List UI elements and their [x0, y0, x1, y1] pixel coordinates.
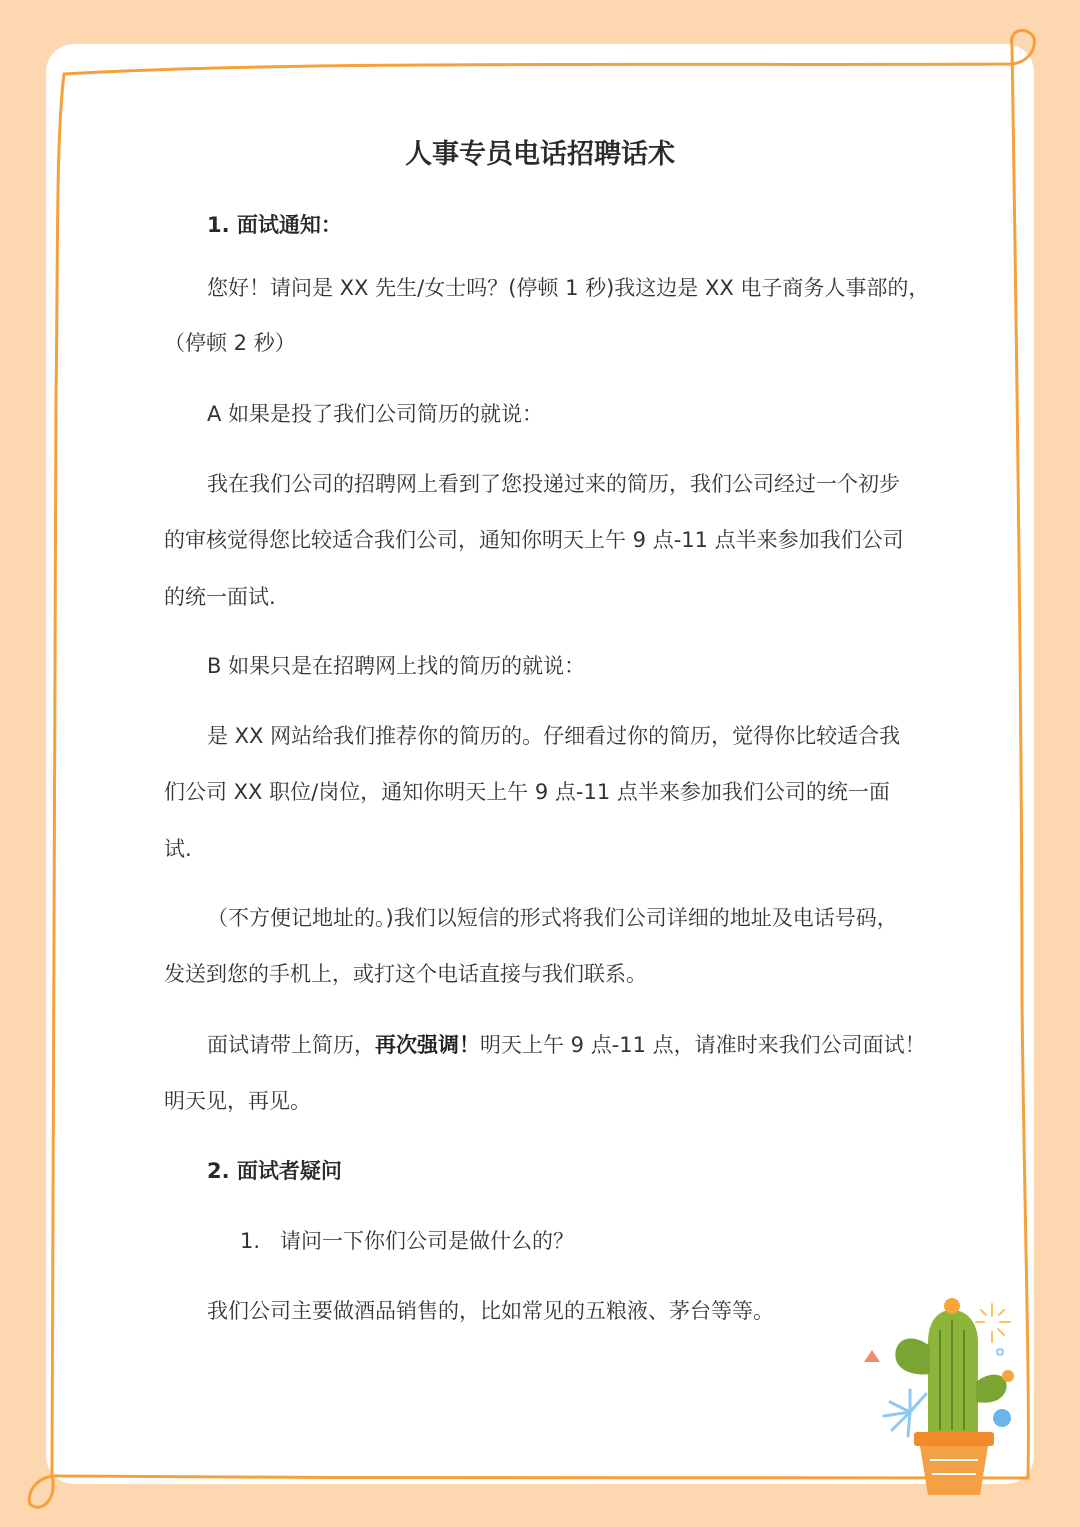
question-1-number: 1. — [240, 1229, 261, 1253]
closing-text-pre: 面试请带上简历， — [207, 1033, 375, 1057]
case-b-line-3: 试. — [164, 837, 192, 861]
case-a-line-1: 我在我们公司的招聘网上看到了您投递过来的简历，我们公司经过一个初步 — [207, 472, 900, 496]
cactus-pot-illustration — [860, 1290, 1030, 1505]
section2-heading: 2. 面试者疑问 — [207, 1159, 342, 1183]
triangle-icon — [864, 1350, 880, 1362]
case-a-line-3: 的统一面试. — [164, 585, 276, 609]
greeting-line-1: 您好！请问是 XX 先生/女士吗？(停顿 1 秒)我这边是 XX 电子商务人事部的， — [207, 276, 930, 300]
case-a-line-2: 的审核觉得您比较适合我们公司，通知你明天上午 9 点-11 点半来参加我们公司 — [164, 528, 904, 552]
answer-1: 我们公司主要做酒品销售的，比如常见的五粮液、茅台等等。 — [207, 1299, 774, 1323]
case-b-line-2: 们公司 XX 职位/岗位，通知你明天上午 9 点-11 点半来参加我们公司的统一面 — [164, 780, 890, 804]
closing-emphasis: 再次强调！ — [375, 1033, 480, 1057]
address-line-1: （不方便记地址的。)我们以短信的形式将我们公司详细的地址及电话号码， — [207, 906, 898, 930]
greeting-line-2: （停顿 2 秒） — [164, 331, 296, 355]
document-paper — [46, 44, 1034, 1484]
document-title: 人事专员电话招聘话术 — [405, 139, 675, 170]
address-line-2: 发送到您的手机上，或打这个电话直接与我们联系。 — [164, 962, 647, 986]
case-a-label: A 如果是投了我们公司简历的就说： — [207, 402, 544, 426]
closing-line-2: 明天见，再见。 — [164, 1089, 311, 1113]
flower-pot-icon — [914, 1432, 994, 1495]
case-b-line-1: 是 XX 网站给我们推荐你的简历的。仔细看过你的简历，觉得你比较适合我 — [207, 724, 901, 748]
case-b-label: B 如果只是在招聘网上找的简历的就说： — [207, 654, 586, 678]
blue-ball-icon — [993, 1409, 1011, 1427]
closing-text-post: 明天上午 9 点-11 点，请准时来我们公司面试！ — [480, 1033, 926, 1057]
dot-icon — [997, 1349, 1003, 1355]
sparkle-icon — [976, 1304, 1010, 1342]
section1-heading: 1. 面试通知： — [207, 213, 342, 237]
closing-line-1 — [207, 1030, 926, 1060]
question-1-text: 请问一下你们公司是做什么的？ — [280, 1229, 575, 1253]
question-1 — [240, 1226, 574, 1256]
blue-burst-icon — [884, 1390, 926, 1436]
